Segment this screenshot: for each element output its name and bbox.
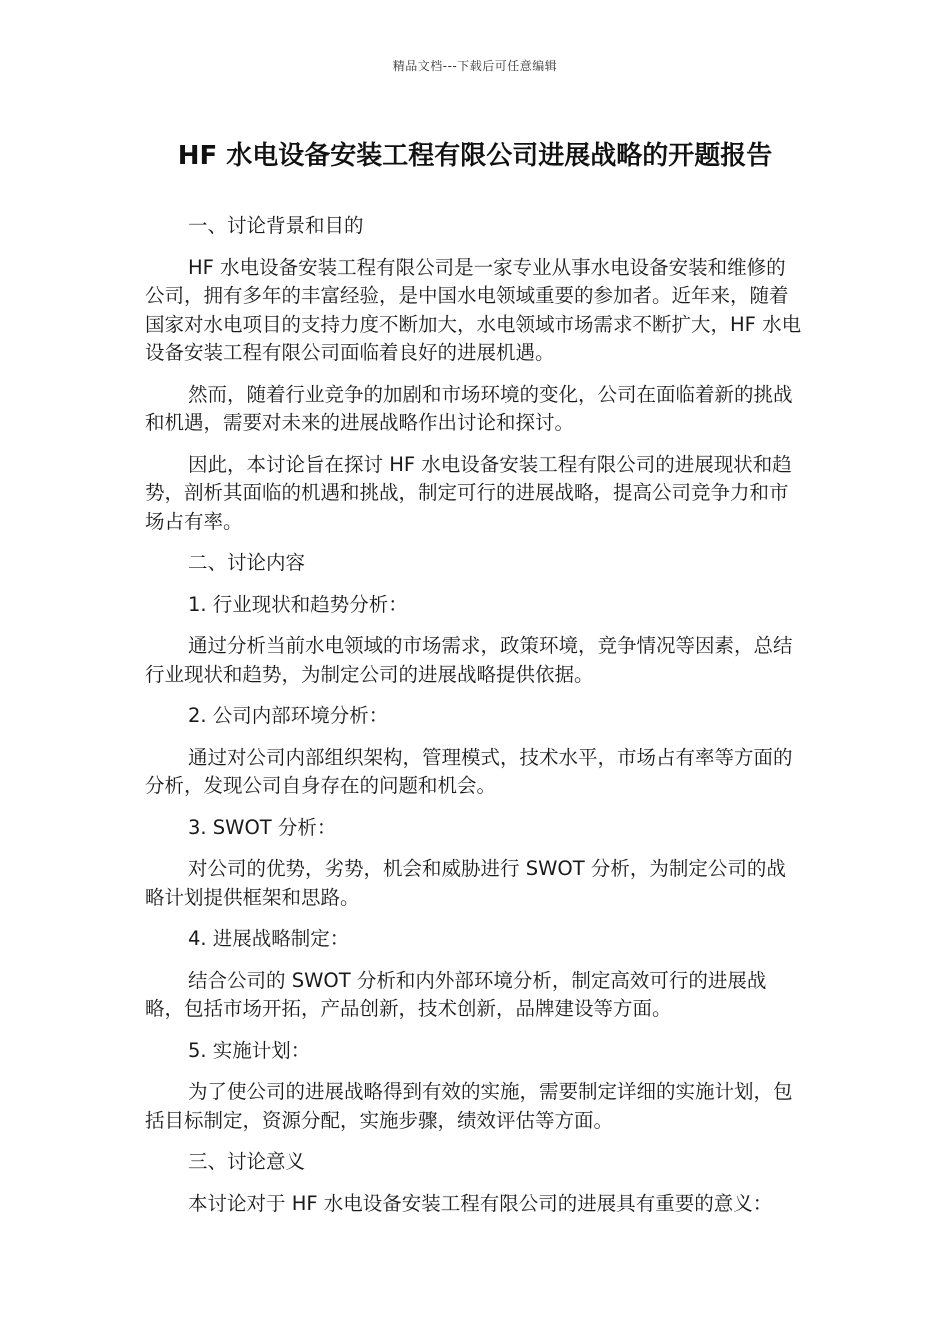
item-text-internal-analysis: 通过对公司内部组织架构，管理模式，技术水平，市场占有率等方面的分析，发现公司自身存在的问题和机会。: [145, 745, 793, 797]
item-text-strategy: 结合公司的 SWOT 分析和内外部环境分析，制定高效可行的进展战略，包括市场开拓，产品创新，技术创新，品牌建设等方面。: [145, 968, 767, 1020]
item-text-swot: 对公司的优势，劣势，机会和威胁进行 SWOT 分析，为制定公司的战略计划提供框架和思路。: [145, 857, 786, 909]
document-title: HF 水电设备安装工程有限公司进展战略的开题报告: [177, 141, 773, 171]
document-body: [145, 212, 805, 1231]
section-heading-content: 二、讨论内容: [188, 551, 306, 574]
paragraph-background-3: 因此，本讨论旨在探讨 HF 水电设备安装工程有限公司的进展现状和趋势，剖析其面临的机遇和挑战，制定可行的进展战略，提高公司竞争力和市场占有率。: [145, 452, 792, 533]
paragraph-background-2: 然而，随着行业竞争的加剧和市场环境的变化，公司在面临着新的挑战和机遇，需要对未来的进展战略作出讨论和探讨。: [145, 382, 793, 434]
item-text-implementation: 为了使公司的进展战略得到有效的实施，需要制定详细的实施计划，包括目标制定，资源分配，实施步骤，绩效评估等方面。: [145, 1080, 793, 1132]
item-heading-swot: 3. SWOT 分析：: [188, 815, 337, 839]
paragraph-background-1: HF 水电设备安装工程有限公司是一家专业从事水电设备安装和维修的公司，拥有多年的丰富经验，是中国水电领域重要的参加者。近年来，随着国家对水电项目的支持力度不断加大，水电领域市场需求不断扩大，HF 水电设备安装工程有限公司面临着良好的进展机遇。: [145, 255, 802, 364]
header-note: 精品文档---下载后可任意编辑: [392, 59, 558, 73]
section-heading-background: 一、讨论背景和目的: [188, 214, 364, 237]
item-text-industry-analysis: 通过分析当前水电领域的市场需求，政策环境，竞争情况等因素，总结行业现状和趋势，为制定公司的进展战略提供依据。: [145, 634, 793, 686]
item-heading-internal-analysis: 2. 公司内部环境分析：: [188, 704, 389, 727]
item-heading-strategy: 4. 进展战略制定：: [188, 927, 350, 950]
item-heading-industry-analysis: 1. 行业现状和趋势分析：: [188, 592, 408, 616]
section-heading-significance: 三、讨论意义: [188, 1150, 306, 1173]
paragraph-significance-1: 本讨论对于 HF 水电设备安装工程有限公司的进展具有重要的意义：: [188, 1191, 773, 1215]
item-heading-implementation: 5. 实施计划：: [188, 1038, 311, 1062]
